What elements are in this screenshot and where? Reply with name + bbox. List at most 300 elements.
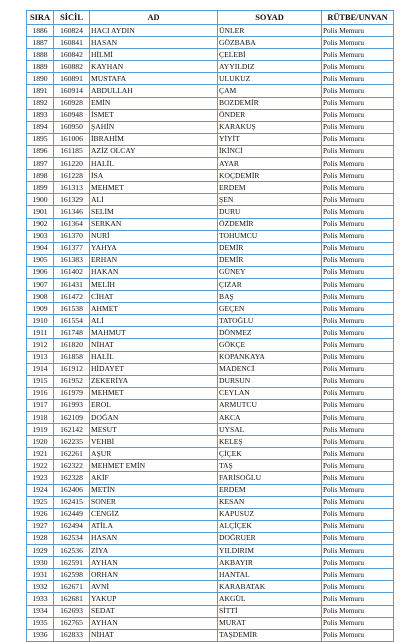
cell-rutbe-unvan: Polis Memuru	[322, 145, 394, 157]
cell-sira: 1906	[27, 266, 54, 278]
cell-ad: DOĞAN	[90, 412, 218, 424]
cell-soyad: YILDIRIM	[218, 545, 322, 557]
cell-ad: ALİ	[90, 315, 218, 327]
cell-soyad: AKBAYIR	[218, 557, 322, 569]
cell-sicil: 162322	[54, 460, 90, 472]
cell-rutbe-unvan: Polis Memuru	[322, 73, 394, 85]
cell-sira: 1922	[27, 460, 54, 472]
cell-rutbe-unvan: Polis Memuru	[322, 97, 394, 109]
cell-sicil: 160891	[54, 73, 90, 85]
cell-soyad: ULUKUZ	[218, 73, 322, 85]
cell-ad: MESUT	[90, 424, 218, 436]
cell-sicil: 161006	[54, 133, 90, 145]
cell-rutbe-unvan: Polis Memuru	[322, 303, 394, 315]
cell-soyad: TAŞ	[218, 460, 322, 472]
cell-ad: AŞUR	[90, 448, 218, 460]
cell-sira: 1905	[27, 254, 54, 266]
cell-sicil: 161993	[54, 399, 90, 411]
cell-sira: 1886	[27, 25, 54, 37]
cell-ad: NİHAT	[90, 339, 218, 351]
cell-ad: HASAN	[90, 37, 218, 49]
cell-sicil: 161554	[54, 315, 90, 327]
cell-sira: 1923	[27, 472, 54, 484]
cell-sicil: 162328	[54, 472, 90, 484]
table-row	[27, 424, 394, 436]
cell-rutbe-unvan: Polis Memuru	[322, 182, 394, 194]
cell-rutbe-unvan: Polis Memuru	[322, 278, 394, 290]
table-row	[27, 73, 394, 85]
cell-sicil: 160841	[54, 37, 90, 49]
cell-soyad: DURU	[218, 206, 322, 218]
cell-ad: MELİH	[90, 278, 218, 290]
cell-sira: 1895	[27, 133, 54, 145]
cell-sira: 1932	[27, 581, 54, 593]
cell-rutbe-unvan: Polis Memuru	[322, 25, 394, 37]
cell-ad: EMİN	[90, 97, 218, 109]
cell-sira: 1902	[27, 218, 54, 230]
cell-sicil: 162415	[54, 496, 90, 508]
cell-rutbe-unvan: Polis Memuru	[322, 593, 394, 605]
cell-sira: 1901	[27, 206, 54, 218]
cell-soyad: FARİSOĞLU	[218, 472, 322, 484]
table-row	[27, 49, 394, 61]
cell-soyad: KOÇDEMİR	[218, 170, 322, 182]
table-row	[27, 484, 394, 496]
cell-sira: 1896	[27, 145, 54, 157]
cell-sicil: 162406	[54, 484, 90, 496]
cell-ad: ALİ	[90, 194, 218, 206]
cell-sira: 1918	[27, 412, 54, 424]
table-row	[27, 557, 394, 569]
cell-sira: 1910	[27, 315, 54, 327]
cell-rutbe-unvan: Polis Memuru	[322, 363, 394, 375]
cell-ad: ORHAN	[90, 569, 218, 581]
table-row	[27, 581, 394, 593]
cell-ad: HİDAYET	[90, 363, 218, 375]
cell-soyad: BOZDEMİR	[218, 97, 322, 109]
cell-sicil: 161979	[54, 387, 90, 399]
cell-rutbe-unvan: Polis Memuru	[322, 508, 394, 520]
table-row	[27, 436, 394, 448]
cell-rutbe-unvan: Polis Memuru	[322, 605, 394, 617]
cell-ad: HALİL	[90, 351, 218, 363]
cell-rutbe-unvan: Polis Memuru	[322, 266, 394, 278]
cell-sicil: 162235	[54, 436, 90, 448]
cell-rutbe-unvan: Polis Memuru	[322, 496, 394, 508]
cell-ad: HAKAN	[90, 266, 218, 278]
cell-sira: 1907	[27, 278, 54, 290]
header-soyad: SOYAD	[218, 11, 322, 25]
cell-sicil: 160842	[54, 49, 90, 61]
cell-sira: 1892	[27, 97, 54, 109]
cell-sira: 1887	[27, 37, 54, 49]
cell-soyad: MURAT	[218, 617, 322, 629]
cell-soyad: CEYLAN	[218, 387, 322, 399]
personnel-table	[26, 10, 394, 642]
cell-sira: 1903	[27, 230, 54, 242]
table-row	[27, 230, 394, 242]
header-sicil: SİCİL	[54, 11, 90, 25]
cell-sicil: 162833	[54, 629, 90, 641]
cell-sira: 1894	[27, 121, 54, 133]
table-row	[27, 291, 394, 303]
cell-rutbe-unvan: Polis Memuru	[322, 581, 394, 593]
table-row	[27, 375, 394, 387]
table-row	[27, 109, 394, 121]
cell-soyad: SİTTİ	[218, 605, 322, 617]
table-row	[27, 593, 394, 605]
cell-ad: HİLMİ	[90, 49, 218, 61]
cell-soyad: GÜNEY	[218, 266, 322, 278]
cell-soyad: ÇİÇEK	[218, 448, 322, 460]
cell-sicil: 161952	[54, 375, 90, 387]
header-sira: SIRA	[27, 11, 54, 25]
cell-sira: 1914	[27, 363, 54, 375]
cell-sicil: 161370	[54, 230, 90, 242]
cell-ad: ŞAHİN	[90, 121, 218, 133]
table-row	[27, 133, 394, 145]
cell-rutbe-unvan: Polis Memuru	[322, 133, 394, 145]
cell-soyad: TAŞDEMİR	[218, 629, 322, 641]
table-row	[27, 194, 394, 206]
cell-ad: SELİM	[90, 206, 218, 218]
cell-ad: ERHAN	[90, 254, 218, 266]
cell-sicil: 161185	[54, 145, 90, 157]
table-row	[27, 303, 394, 315]
cell-rutbe-unvan: Polis Memuru	[322, 109, 394, 121]
cell-rutbe-unvan: Polis Memuru	[322, 327, 394, 339]
cell-soyad: ERDEM	[218, 182, 322, 194]
cell-ad: MAHMUT	[90, 327, 218, 339]
cell-rutbe-unvan: Polis Memuru	[322, 170, 394, 182]
cell-ad: AHMET	[90, 303, 218, 315]
cell-sicil: 162693	[54, 605, 90, 617]
cell-rutbe-unvan: Polis Memuru	[322, 472, 394, 484]
cell-soyad: TATOĞLU	[218, 315, 322, 327]
cell-rutbe-unvan: Polis Memuru	[322, 218, 394, 230]
table-row	[27, 520, 394, 532]
cell-rutbe-unvan: Polis Memuru	[322, 569, 394, 581]
cell-sicil: 162261	[54, 448, 90, 460]
cell-sicil: 161912	[54, 363, 90, 375]
cell-sira: 1888	[27, 49, 54, 61]
cell-soyad: MADENCİ	[218, 363, 322, 375]
cell-sicil: 162142	[54, 424, 90, 436]
cell-soyad: AYAR	[218, 158, 322, 170]
cell-ad: AKİF	[90, 472, 218, 484]
cell-rutbe-unvan: Polis Memuru	[322, 460, 394, 472]
cell-sira: 1913	[27, 351, 54, 363]
cell-ad: HASAN	[90, 532, 218, 544]
cell-rutbe-unvan: Polis Memuru	[322, 557, 394, 569]
cell-sicil: 161820	[54, 339, 90, 351]
cell-soyad: BAŞ	[218, 291, 322, 303]
cell-sicil: 160824	[54, 25, 90, 37]
cell-rutbe-unvan: Polis Memuru	[322, 254, 394, 266]
table-row	[27, 387, 394, 399]
cell-soyad: AKGÜL	[218, 593, 322, 605]
table-row	[27, 315, 394, 327]
table-body	[27, 25, 394, 642]
cell-rutbe-unvan: Polis Memuru	[322, 49, 394, 61]
cell-soyad: HANTAL	[218, 569, 322, 581]
cell-soyad: KELEŞ	[218, 436, 322, 448]
cell-rutbe-unvan: Polis Memuru	[322, 617, 394, 629]
table-row	[27, 508, 394, 520]
cell-ad: ABDULLAH	[90, 85, 218, 97]
table-row	[27, 266, 394, 278]
cell-sicil: 161313	[54, 182, 90, 194]
cell-rutbe-unvan: Polis Memuru	[322, 85, 394, 97]
cell-sira: 1909	[27, 303, 54, 315]
cell-sira: 1897	[27, 158, 54, 170]
cell-ad: SEDAT	[90, 605, 218, 617]
cell-rutbe-unvan: Polis Memuru	[322, 484, 394, 496]
cell-soyad: TOHUMCU	[218, 230, 322, 242]
cell-ad: YAKUP	[90, 593, 218, 605]
table-row	[27, 37, 394, 49]
cell-sira: 1920	[27, 436, 54, 448]
table-row	[27, 399, 394, 411]
cell-sicil: 160882	[54, 61, 90, 73]
cell-soyad: İKİNCİ	[218, 145, 322, 157]
cell-rutbe-unvan: Polis Memuru	[322, 291, 394, 303]
cell-sira: 1936	[27, 629, 54, 641]
cell-sira: 1890	[27, 73, 54, 85]
table-row	[27, 496, 394, 508]
cell-ad: MEHMET	[90, 182, 218, 194]
cell-sira: 1929	[27, 545, 54, 557]
cell-sira: 1925	[27, 496, 54, 508]
cell-sicil: 161364	[54, 218, 90, 230]
table-row	[27, 278, 394, 290]
cell-rutbe-unvan: Polis Memuru	[322, 448, 394, 460]
cell-ad: NİHAT	[90, 629, 218, 641]
cell-sira: 1933	[27, 593, 54, 605]
cell-rutbe-unvan: Polis Memuru	[322, 230, 394, 242]
cell-sicil: 162449	[54, 508, 90, 520]
table-row	[27, 351, 394, 363]
table-row	[27, 412, 394, 424]
cell-ad: EROL	[90, 399, 218, 411]
cell-soyad: GÖZBABA	[218, 37, 322, 49]
cell-ad: AYHAN	[90, 617, 218, 629]
cell-sira: 1911	[27, 327, 54, 339]
cell-rutbe-unvan: Polis Memuru	[322, 412, 394, 424]
cell-sira: 1908	[27, 291, 54, 303]
cell-sicil: 162765	[54, 617, 90, 629]
table-row	[27, 206, 394, 218]
cell-ad: SERKAN	[90, 218, 218, 230]
cell-rutbe-unvan: Polis Memuru	[322, 242, 394, 254]
table-row	[27, 158, 394, 170]
cell-ad: MEHMET EMİN	[90, 460, 218, 472]
cell-ad: ZEKERİYA	[90, 375, 218, 387]
table-row	[27, 617, 394, 629]
table-row	[27, 121, 394, 133]
table-row	[27, 569, 394, 581]
table-row	[27, 532, 394, 544]
table-header-row	[27, 11, 394, 25]
cell-sicil: 161383	[54, 254, 90, 266]
cell-soyad: DEMİR	[218, 242, 322, 254]
cell-rutbe-unvan: Polis Memuru	[322, 206, 394, 218]
cell-ad: İSMET	[90, 109, 218, 121]
table-row	[27, 97, 394, 109]
table-row	[27, 605, 394, 617]
cell-sicil: 161472	[54, 291, 90, 303]
cell-ad: AVNİ	[90, 581, 218, 593]
cell-sicil: 161858	[54, 351, 90, 363]
cell-rutbe-unvan: Polis Memuru	[322, 339, 394, 351]
cell-soyad: DEMİR	[218, 254, 322, 266]
cell-rutbe-unvan: Polis Memuru	[322, 158, 394, 170]
cell-soyad: ÖZDEMİR	[218, 218, 322, 230]
table-row	[27, 25, 394, 37]
cell-soyad: KARAKUŞ	[218, 121, 322, 133]
cell-rutbe-unvan: Polis Memuru	[322, 387, 394, 399]
cell-ad: HACI AYDIN	[90, 25, 218, 37]
table-row	[27, 145, 394, 157]
cell-rutbe-unvan: Polis Memuru	[322, 121, 394, 133]
table-row	[27, 363, 394, 375]
cell-ad: MEHMET	[90, 387, 218, 399]
cell-sira: 1935	[27, 617, 54, 629]
cell-soyad: KAPUSUZ	[218, 508, 322, 520]
cell-ad: KAYHAN	[90, 61, 218, 73]
table-row	[27, 629, 394, 641]
table-row	[27, 218, 394, 230]
table-row	[27, 170, 394, 182]
cell-rutbe-unvan: Polis Memuru	[322, 399, 394, 411]
cell-rutbe-unvan: Polis Memuru	[322, 351, 394, 363]
cell-sira: 1921	[27, 448, 54, 460]
cell-sira: 1891	[27, 85, 54, 97]
cell-ad: ATİLA	[90, 520, 218, 532]
personnel-list-sheet	[26, 10, 393, 642]
table-row	[27, 448, 394, 460]
cell-rutbe-unvan: Polis Memuru	[322, 520, 394, 532]
cell-soyad: ÇAM	[218, 85, 322, 97]
cell-soyad: ALÇİÇEK	[218, 520, 322, 532]
cell-ad: CENGİZ	[90, 508, 218, 520]
cell-soyad: ERDEM	[218, 484, 322, 496]
cell-ad: İBRAHİM	[90, 133, 218, 145]
cell-sicil: 161329	[54, 194, 90, 206]
cell-sicil: 162536	[54, 545, 90, 557]
table-row	[27, 545, 394, 557]
cell-sira: 1912	[27, 339, 54, 351]
cell-soyad: DURSUN	[218, 375, 322, 387]
cell-sicil: 162591	[54, 557, 90, 569]
cell-sira: 1917	[27, 399, 54, 411]
cell-ad: ZİYA	[90, 545, 218, 557]
cell-sicil: 160948	[54, 109, 90, 121]
cell-soyad: ARMUTCU	[218, 399, 322, 411]
cell-ad: CİHAT	[90, 291, 218, 303]
cell-sira: 1926	[27, 508, 54, 520]
cell-sira: 1915	[27, 375, 54, 387]
cell-ad: AYHAN	[90, 557, 218, 569]
table-row	[27, 61, 394, 73]
cell-sira: 1898	[27, 170, 54, 182]
table-row	[27, 242, 394, 254]
cell-sicil: 162109	[54, 412, 90, 424]
cell-rutbe-unvan: Polis Memuru	[322, 436, 394, 448]
cell-sira: 1916	[27, 387, 54, 399]
cell-rutbe-unvan: Polis Memuru	[322, 61, 394, 73]
cell-sira: 1899	[27, 182, 54, 194]
cell-ad: MUSTAFA	[90, 73, 218, 85]
cell-soyad: KESAN	[218, 496, 322, 508]
table-row	[27, 472, 394, 484]
cell-soyad: ÇIZAR	[218, 278, 322, 290]
cell-rutbe-unvan: Polis Memuru	[322, 37, 394, 49]
cell-soyad: YİYİT	[218, 133, 322, 145]
header-ad: AD	[90, 11, 218, 25]
cell-soyad: DÖNMEZ	[218, 327, 322, 339]
table-row	[27, 85, 394, 97]
cell-sicil: 161538	[54, 303, 90, 315]
cell-sira: 1928	[27, 532, 54, 544]
cell-sira: 1934	[27, 605, 54, 617]
cell-sicil: 162598	[54, 569, 90, 581]
cell-ad: AZİZ OLCAY	[90, 145, 218, 157]
cell-soyad: AKCA	[218, 412, 322, 424]
cell-sicil: 160914	[54, 85, 90, 97]
cell-sicil: 161220	[54, 158, 90, 170]
cell-sicil: 162671	[54, 581, 90, 593]
cell-rutbe-unvan: Polis Memuru	[322, 194, 394, 206]
cell-soyad: ÖNDER	[218, 109, 322, 121]
table-row	[27, 327, 394, 339]
cell-sicil: 161377	[54, 242, 90, 254]
table-row	[27, 339, 394, 351]
table-row	[27, 182, 394, 194]
table-row	[27, 254, 394, 266]
table-row	[27, 460, 394, 472]
cell-sira: 1927	[27, 520, 54, 532]
cell-sicil: 160928	[54, 97, 90, 109]
cell-soyad: KOPANKAYA	[218, 351, 322, 363]
cell-soyad: ÇELEBİ	[218, 49, 322, 61]
cell-sicil: 162681	[54, 593, 90, 605]
cell-sira: 1893	[27, 109, 54, 121]
cell-sira: 1924	[27, 484, 54, 496]
cell-soyad: KARABATAK	[218, 581, 322, 593]
cell-soyad: ÜNLER	[218, 25, 322, 37]
cell-soyad: ŞEN	[218, 194, 322, 206]
cell-sicil: 161431	[54, 278, 90, 290]
cell-rutbe-unvan: Polis Memuru	[322, 545, 394, 557]
cell-ad: YAHYA	[90, 242, 218, 254]
cell-sira: 1919	[27, 424, 54, 436]
cell-soyad: DOĞRUER	[218, 532, 322, 544]
cell-ad: İSA	[90, 170, 218, 182]
cell-ad: METİN	[90, 484, 218, 496]
cell-sicil: 160950	[54, 121, 90, 133]
cell-rutbe-unvan: Polis Memuru	[322, 629, 394, 641]
cell-rutbe-unvan: Polis Memuru	[322, 315, 394, 327]
cell-ad: NURİ	[90, 230, 218, 242]
cell-soyad: AYYILDIZ	[218, 61, 322, 73]
cell-ad: SONER	[90, 496, 218, 508]
cell-rutbe-unvan: Polis Memuru	[322, 375, 394, 387]
cell-sira: 1931	[27, 569, 54, 581]
cell-sicil: 161228	[54, 170, 90, 182]
header-rutbe-unvan: RÜTBE/UNVAN	[322, 11, 394, 25]
cell-sicil: 161748	[54, 327, 90, 339]
